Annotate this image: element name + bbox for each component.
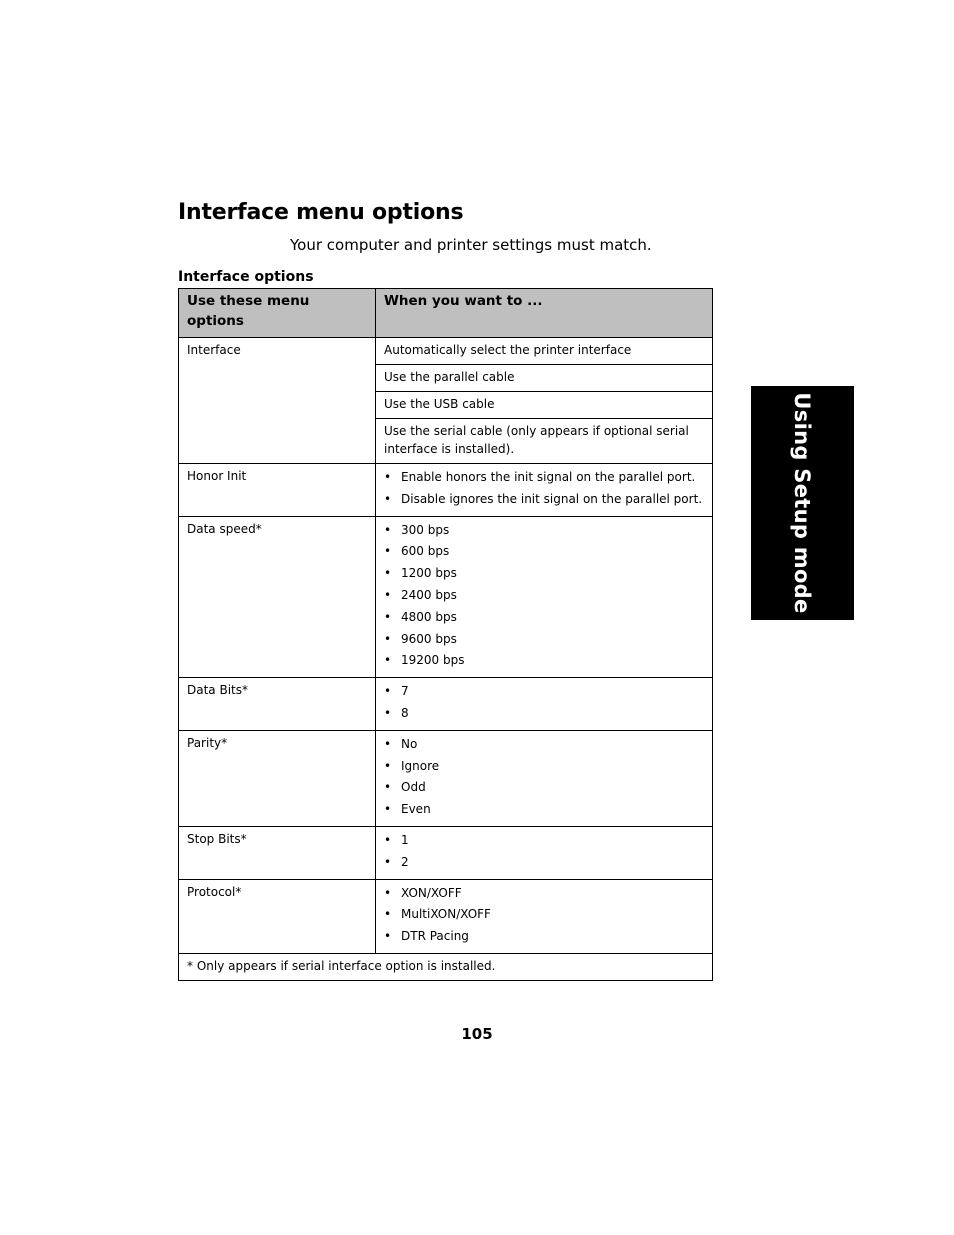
list-item: • MultiXON/XOFF: [384, 904, 704, 926]
list-item: • No: [384, 734, 704, 756]
list-item: • 7: [384, 681, 704, 703]
list-item: • 1: [384, 830, 704, 852]
list-item: • Ignore: [384, 756, 704, 778]
row-options: [376, 730, 713, 826]
list-item: • 300 bps: [384, 520, 704, 542]
row-options: [376, 826, 713, 879]
row-options: [376, 464, 713, 517]
page-number: 105: [461, 1025, 493, 1043]
row-description: Use the USB cable: [376, 392, 713, 419]
list-item: • DTR Pacing: [384, 926, 704, 948]
row-label: Protocol*: [179, 879, 376, 953]
page-title: Interface menu options: [178, 200, 464, 225]
row-options: [376, 516, 713, 678]
table-header-row: [179, 289, 713, 338]
table-footnote-row: [179, 953, 713, 980]
side-tab-label: Using Setup mode: [790, 392, 814, 614]
list-item: • Odd: [384, 777, 704, 799]
list-item: • Enable honors the init signal on the parallel port.: [384, 467, 704, 489]
option-list: [384, 883, 704, 948]
row-description: Use the serial cable (only appears if optional serial interface is installed).: [376, 419, 713, 464]
list-item: • 600 bps: [384, 541, 704, 563]
table-row: [179, 879, 713, 953]
list-item: • 8: [384, 703, 704, 725]
option-list: [384, 681, 704, 725]
option-list: [384, 467, 704, 511]
table-row: [179, 678, 713, 731]
list-item: • 1200 bps: [384, 563, 704, 585]
table-row: [179, 338, 713, 365]
option-list: [384, 520, 704, 673]
option-list: [384, 734, 704, 821]
intro-text: Your computer and printer settings must match.: [290, 236, 652, 254]
side-tab: [751, 386, 854, 620]
option-list: [384, 830, 704, 874]
table-row: [179, 826, 713, 879]
row-description: Automatically select the printer interface: [376, 338, 713, 365]
table-row: [179, 516, 713, 678]
row-description: Use the parallel cable: [376, 365, 713, 392]
row-options: [376, 879, 713, 953]
row-label: Data Bits*: [179, 678, 376, 731]
row-options: [376, 678, 713, 731]
column-header-when: When you want to ...: [376, 289, 713, 338]
list-item: • 4800 bps: [384, 607, 704, 629]
row-label: Honor Init: [179, 464, 376, 517]
column-header-menu-options: Use these menu options: [179, 289, 376, 338]
table-row: [179, 464, 713, 517]
list-item: • 2: [384, 852, 704, 874]
table-caption: Interface options: [178, 269, 314, 285]
interface-options-table: [178, 288, 713, 981]
row-label: Interface: [179, 338, 376, 464]
list-item: • 9600 bps: [384, 629, 704, 651]
row-label: Data speed*: [179, 516, 376, 678]
table-footnote: * Only appears if serial interface option is installed.: [179, 953, 713, 980]
list-item: • 19200 bps: [384, 650, 704, 672]
list-item: • Disable ignores the init signal on the parallel port.: [384, 489, 704, 511]
row-label: Stop Bits*: [179, 826, 376, 879]
list-item: • Even: [384, 799, 704, 821]
list-item: • XON/XOFF: [384, 883, 704, 905]
row-label: Parity*: [179, 730, 376, 826]
list-item: • 2400 bps: [384, 585, 704, 607]
table-row: [179, 730, 713, 826]
